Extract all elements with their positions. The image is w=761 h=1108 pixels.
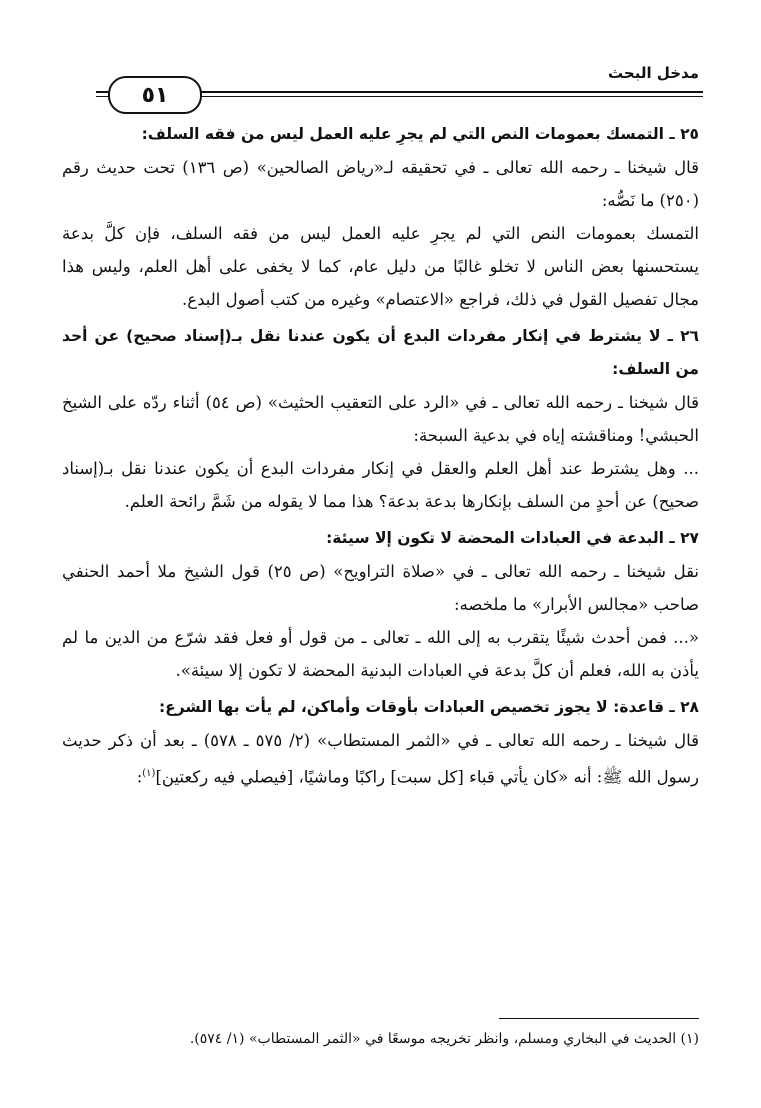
footnote: (١) الحديث في البخاري ومسلم، وانظر تخريجه موسعًا في «الثمر المستطاب» (١/ ٥٧٤). [189, 1031, 699, 1047]
footnote-marker: (١) [142, 768, 156, 779]
footnote-rule [499, 1018, 699, 1019]
page-number-badge [108, 76, 202, 114]
section-heading: ٢٨ ـ قاعدة: لا يجوز تخصيص العبادات بأوقات وأماكن، لم يأت بها الشرع: [158, 698, 699, 716]
intro-tail: : [136, 767, 143, 787]
page-body [62, 118, 699, 798]
section-quote: ... وهل يشترط عند أهل العلم والعقل في إنكار مفردات البدع أن يكون عندنا نقل بـ(إسناد صحيح) عن أحدٍ من السلف بإنكارها بدعة بدعة؟ هذا مما لا يقوله من شَمَّ رائحة العلم. [62, 459, 699, 511]
section-intro: نقل شيخنا ـ رحمه الله تعالى ـ في «صلاة التراويح» (ص ٢٥) قول الشيخ ملا أحمد الحنفي صاحب «مجالس الأبرار» ما ملخصه: [62, 562, 700, 614]
section-intro [62, 724, 699, 794]
running-title: مدخل البحث [608, 64, 699, 82]
section-27 [62, 522, 699, 687]
section-quote: التمسك بعمومات النص التي لم يجرِ عليه العمل ليس من فقه السلف، فإن كلَّ بدعة يستحسنها بعض الناس لا تخلو غالبًا من دليل عام، كما لا يخفى على أهل العلم، وليس هذا مجال تفصيل القول في ذلك، فراجع «الاعتصام» وغيره من كتب أصول البدع. [62, 224, 699, 309]
section-intro: قال شيخنا ـ رحمه الله تعالى ـ في «الرد على التعقيب الحثيث» (ص ٥٤) أثناء ردّه على الشيخ الحبشي! ومناقشته إياه في بدعية السبحة: [62, 393, 699, 445]
section-25 [62, 118, 699, 316]
section-28 [62, 691, 699, 794]
section-heading: ٢٥ ـ التمسك بعمومات النص التي لم يجرِ عليه العمل ليس من فقه السلف: [141, 125, 699, 143]
section-intro: قال شيخنا ـ رحمه الله تعالى ـ في تحقيقه لـ«رياض الصالحين» (ص ١٣٦) تحت حديث رقم (٢٥٠) ما نَصُّه: [62, 158, 700, 210]
intro-text: قال شيخنا ـ رحمه الله تعالى ـ في «الثمر المستطاب» (٢/ ٥٧٥ ـ ٥٧٨) ـ بعد أن ذكر حديث رسول الله ﷺ: أنه «كان يأتي قباء [كل سبت] راكبًا وماشيًا، [فيصلي فيه ركعتين] [62, 731, 700, 787]
section-heading: ٢٦ ـ لا يشترط في إنكار مفردات البدع أن يكون عندنا نقل بـ(إسناد صحيح) عن أحد من السلف: [62, 327, 699, 378]
section-26 [62, 320, 699, 518]
section-heading: ٢٧ ـ البدعة في العبادات المحضة لا تكون إلا سيئة: [326, 529, 699, 547]
page-number: ٥١ [141, 82, 169, 108]
section-quote: «... فمن أحدث شيئًا يتقرب به إلى الله ـ تعالى ـ من قول أو فعل فقد شرّع من الدين ما لم يأذن به الله، فعلم أن كلَّ بدعة في العبادات البدنية المحضة لا تكون إلا سيئة». [62, 628, 699, 680]
